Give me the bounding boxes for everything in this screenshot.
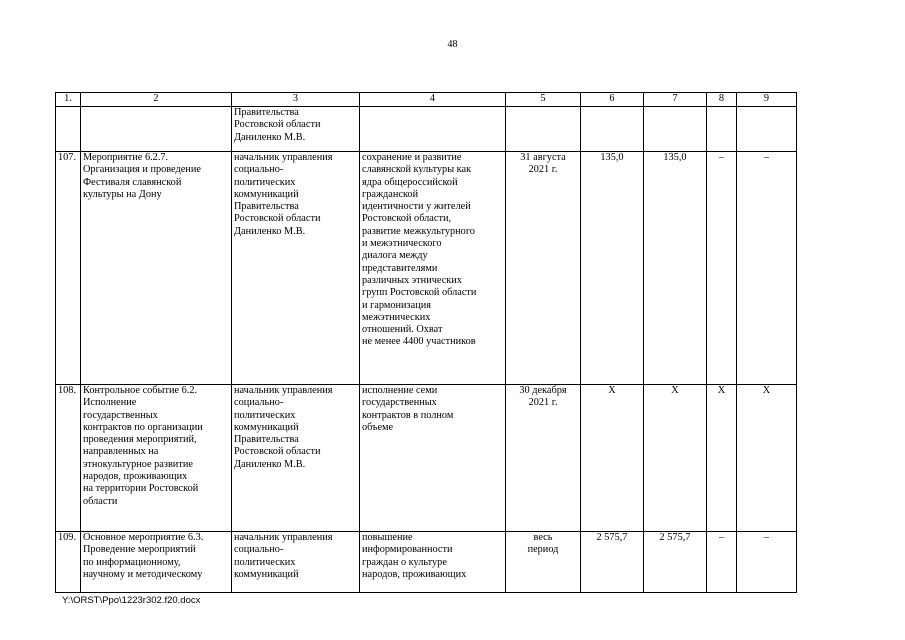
row-result: сохранение и развитие славянской культуры как ядра общероссийской гражданской идентичности у жителей Ростовской области, развитие межкультурного и межэтнического диалога между представителями различных этнических групп Ростовской области и гармонизация межэтнических отношений. Охват не менее 4400 участников xyxy=(360,152,506,385)
footer-file-path: Y:\ORST\Ppo\1223r302.f20.docx xyxy=(62,595,201,606)
row-col9: Х xyxy=(737,385,797,532)
row-col6: 2 575,7 xyxy=(581,532,644,593)
row-event: Мероприятие 6.2.7. Организация и проведение Фестиваля славянской культуры на Дону xyxy=(81,152,232,385)
row-col6: 135,0 xyxy=(581,152,644,385)
continuation-responsible: Правительства Ростовской области Даниленко М.В. xyxy=(232,107,360,152)
row-col6: Х xyxy=(581,385,644,532)
row-number: 108. xyxy=(56,385,81,532)
row-date: весь период xyxy=(506,532,581,593)
header-cell: 2 xyxy=(81,93,232,107)
row-col7: 135,0 xyxy=(644,152,707,385)
table-row xyxy=(56,152,797,385)
row-col8: – xyxy=(707,152,737,385)
header-cell: 9 xyxy=(737,93,797,107)
row-responsible: начальник управления социально- политических коммуникаций Правительства Ростовской области Даниленко М.В. xyxy=(232,152,360,385)
page-number: 48 xyxy=(447,39,458,50)
row-result: исполнение семи государственных контрактов в полном объеме xyxy=(360,385,506,532)
row-col8: – xyxy=(707,532,737,593)
header-cell: 8 xyxy=(707,93,737,107)
table-row xyxy=(56,385,797,532)
header-cell: 7 xyxy=(644,93,707,107)
row-col9: – xyxy=(737,152,797,385)
row-number: 109. xyxy=(56,532,81,593)
plan-table xyxy=(55,92,797,593)
table-row xyxy=(56,532,797,593)
table-header-row xyxy=(56,93,797,107)
continuation-row xyxy=(56,107,797,152)
row-col7: Х xyxy=(644,385,707,532)
row-col9: – xyxy=(737,532,797,593)
row-responsible: начальник управления социально- политических коммуникаций Правительства Ростовской области Даниленко М.В. xyxy=(232,385,360,532)
row-event: Основное мероприятие 6.3. Проведение мероприятий по информационному, научному и методическому xyxy=(81,532,232,593)
header-cell: 1. xyxy=(56,93,81,107)
row-responsible: начальник управления социально- политических коммуникаций xyxy=(232,532,360,593)
header-cell: 6 xyxy=(581,93,644,107)
row-col7: 2 575,7 xyxy=(644,532,707,593)
row-date: 30 декабря 2021 г. xyxy=(506,385,581,532)
row-event: Контрольное событие 6.2. Исполнение государственных контрактов по организации проведения мероприятий, направленных на этнокультурное развитие народов, проживающих на территории Ростовской области xyxy=(81,385,232,532)
header-cell: 5 xyxy=(506,93,581,107)
row-result: повышение информированности граждан о культуре народов, проживающих xyxy=(360,532,506,593)
row-date: 31 августа 2021 г. xyxy=(506,152,581,385)
header-cell: 3 xyxy=(232,93,360,107)
header-cell: 4 xyxy=(360,93,506,107)
row-number: 107. xyxy=(56,152,81,385)
row-col8: Х xyxy=(707,385,737,532)
